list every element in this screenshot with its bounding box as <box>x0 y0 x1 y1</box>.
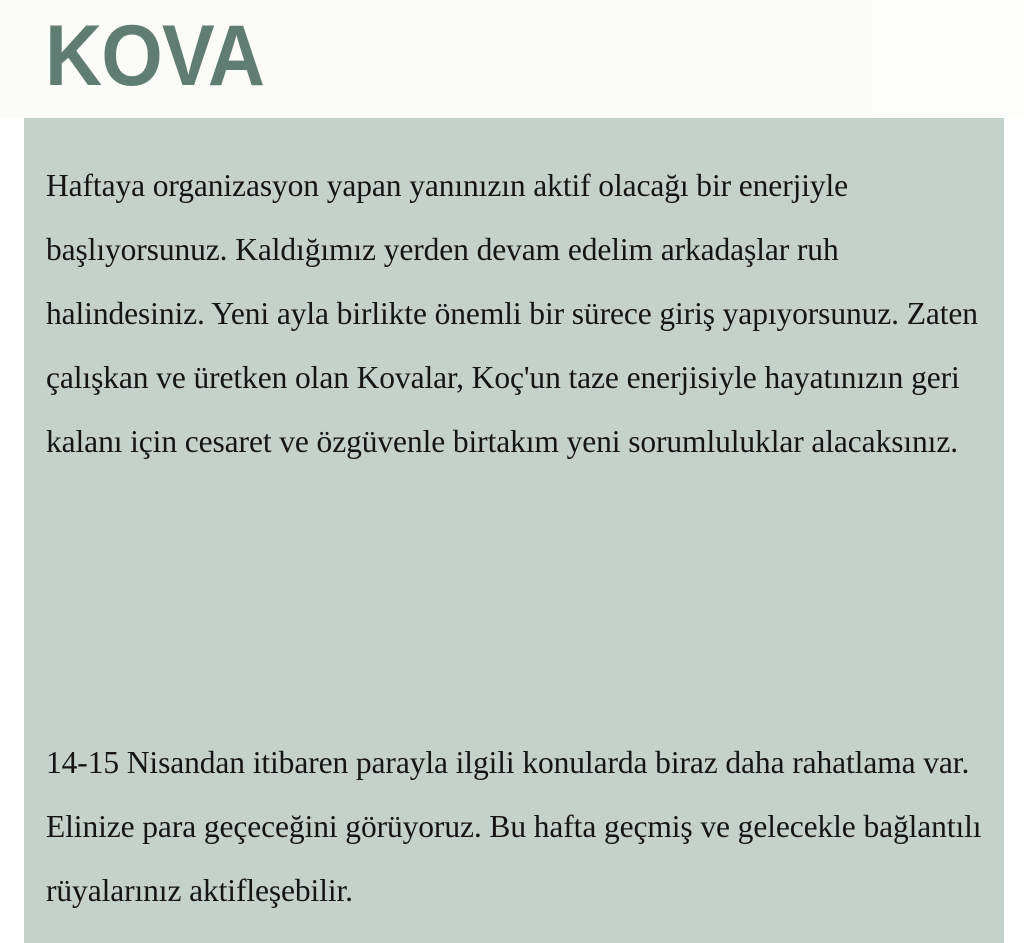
page-title: KOVA <box>45 8 265 104</box>
heading-band <box>0 0 1024 118</box>
horoscope-paragraph-1: Haftaya organizasyon yapan yanınızın aktif olacağı bir enerjiyle başlıyorsunuz. Kaldığımız yerden devam edelim arkadaşlar ruh halindesiniz. Yeni ayla birlikte önemli bir sürece giriş yapıyorsunuz. Zaten çalışkan ve üretken olan Kovalar, Koç'un taze enerjisiyle hayatınızın geri kalanı için cesaret ve özgüvenle birtakım yeni sorumluluklar alacaksınız. <box>46 168 978 459</box>
horoscope-text-panel <box>24 118 1004 943</box>
horoscope-paragraph-2: 14-15 Nisandan itibaren parayla ilgili konularda biraz daha rahatlama var. Elinize para geçeceğini görüyoruz. Bu hafta geçmiş ve gelecekle bağlantılı rüyalarınız aktifleşebilir. <box>46 745 982 908</box>
